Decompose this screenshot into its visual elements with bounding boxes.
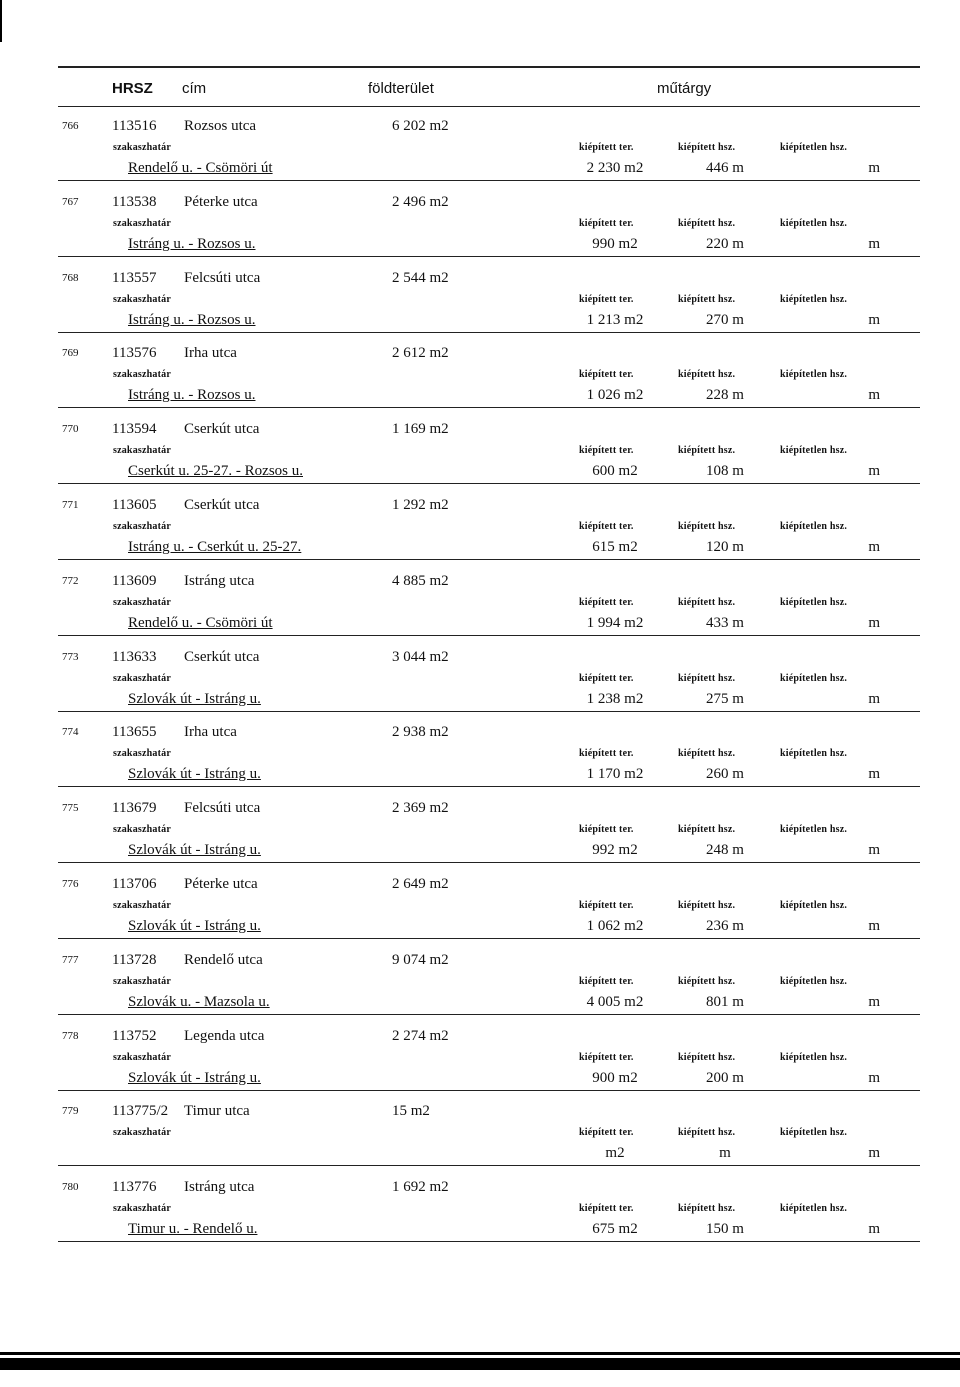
record-rule (58, 256, 920, 257)
label-kiepitetlen-hsz: kiépítetlen hsz. (780, 1127, 848, 1138)
header-object: műtárgy (657, 80, 712, 97)
record-number: 773 (62, 651, 79, 663)
label-kiepitett-ter: kiépített ter. (579, 1127, 634, 1138)
record-built-length: 120 m (706, 539, 744, 555)
record-hrsz: 113557 (112, 270, 157, 286)
record-hrsz: 113706 (112, 876, 157, 892)
record-street: Cserkút utca (184, 649, 260, 665)
label-kiepitetlen-hsz: kiépítetlen hsz. (780, 1052, 848, 1063)
label-szakaszhatar: szakaszhatár (113, 1052, 171, 1063)
record-built-length: 108 m (706, 463, 744, 479)
record-unbuilt: m (868, 312, 880, 328)
record-built-area: 1 062 m2 (586, 918, 644, 934)
header-top-rule (58, 66, 920, 68)
record-built-length: 801 m (706, 994, 744, 1010)
label-kiepitett-ter: kiépített ter. (579, 748, 634, 759)
record-number: 770 (62, 423, 79, 435)
label-kiepitetlen-hsz: kiépítetlen hsz. (780, 900, 848, 911)
record-number: 777 (62, 954, 79, 966)
record-row (0, 188, 960, 264)
record-rule (58, 938, 920, 939)
record-row (0, 339, 960, 415)
record-hrsz: 113679 (112, 800, 157, 816)
record-hrsz: 113633 (112, 649, 157, 665)
record-built-length: 150 m (706, 1221, 744, 1237)
record-unbuilt: m (868, 236, 880, 252)
record-built-area: 2 230 m2 (586, 160, 644, 176)
record-number: 779 (62, 1105, 79, 1117)
label-kiepitett-ter: kiépített ter. (579, 900, 634, 911)
label-kiepitett-hsz: kiépített hsz. (678, 976, 736, 987)
label-kiepitett-ter: kiépített ter. (579, 1052, 634, 1063)
header-hrsz: HRSZ (112, 80, 153, 97)
label-kiepitetlen-hsz: kiépítetlen hsz. (780, 294, 848, 305)
record-rule (58, 180, 920, 181)
record-hrsz: 113516 (112, 118, 157, 134)
record-row (0, 112, 960, 188)
record-unbuilt: m (868, 1221, 880, 1237)
record-hrsz: 113538 (112, 194, 157, 210)
record-built-length: m (719, 1145, 731, 1161)
record-rule (58, 786, 920, 787)
record-built-area: 1 238 m2 (586, 691, 644, 707)
record-area: 1 169 m2 (392, 421, 449, 437)
record-area: 1 292 m2 (392, 497, 449, 513)
label-szakaszhatar: szakaszhatár (113, 1203, 171, 1214)
record-section: Szlovák út - Istráng u. (128, 842, 261, 858)
record-row (0, 794, 960, 870)
record-built-area: m2 (605, 1145, 625, 1161)
record-area: 2 649 m2 (392, 876, 449, 892)
record-built-area: 615 m2 (592, 539, 638, 555)
record-hrsz: 113605 (112, 497, 157, 513)
record-rule (58, 1014, 920, 1015)
record-section: Szlovák út - Istráng u. (128, 918, 261, 934)
record-built-area: 900 m2 (592, 1070, 638, 1086)
record-street: Felcsúti utca (184, 270, 261, 286)
record-street: Istráng utca (184, 573, 255, 589)
label-kiepitett-ter: kiépített ter. (579, 445, 634, 456)
label-kiepitett-hsz: kiépített hsz. (678, 748, 736, 759)
record-built-length: 228 m (706, 387, 744, 403)
label-kiepitett-hsz: kiépített hsz. (678, 900, 736, 911)
record-street: Timur utca (184, 1103, 250, 1119)
label-szakaszhatar: szakaszhatár (113, 218, 171, 229)
record-section: Szlovák út - Istráng u. (128, 1070, 261, 1086)
record-street: Legenda utca (184, 1028, 265, 1044)
label-kiepitett-ter: kiépített ter. (579, 976, 634, 987)
label-szakaszhatar: szakaszhatár (113, 900, 171, 911)
label-kiepitett-ter: kiépített ter. (579, 142, 634, 153)
record-section: Szlovák u. - Mazsola u. (128, 994, 270, 1010)
record-built-length: 433 m (706, 615, 744, 631)
record-street: Rendelő utca (184, 952, 263, 968)
label-kiepitett-hsz: kiépített hsz. (678, 294, 736, 305)
label-kiepitetlen-hsz: kiépítetlen hsz. (780, 748, 848, 759)
record-row (0, 491, 960, 567)
record-area: 1 692 m2 (392, 1179, 449, 1195)
label-szakaszhatar: szakaszhatár (113, 369, 171, 380)
record-unbuilt: m (868, 387, 880, 403)
label-kiepitetlen-hsz: kiépítetlen hsz. (780, 673, 848, 684)
record-section: Istráng u. - Rozsos u. (128, 236, 256, 252)
label-szakaszhatar: szakaszhatár (113, 142, 171, 153)
record-section: Cserkút u. 25-27. - Rozsos u. (128, 463, 303, 479)
record-number: 767 (62, 196, 79, 208)
record-street: Cserkút utca (184, 497, 260, 513)
label-kiepitett-hsz: kiépített hsz. (678, 218, 736, 229)
record-street: Cserkút utca (184, 421, 260, 437)
label-kiepitett-ter: kiépített ter. (579, 597, 634, 608)
record-hrsz: 113775/2 (112, 1103, 169, 1119)
record-number: 768 (62, 272, 79, 284)
header-bottom-rule (58, 106, 920, 107)
record-unbuilt: m (868, 615, 880, 631)
record-rule (58, 635, 920, 636)
record-street: Rozsos utca (184, 118, 257, 134)
record-built-area: 1 213 m2 (586, 312, 644, 328)
label-kiepitett-ter: kiépített ter. (579, 218, 634, 229)
record-unbuilt: m (868, 691, 880, 707)
record-row (0, 415, 960, 491)
record-unbuilt: m (868, 1145, 880, 1161)
label-kiepitetlen-hsz: kiépítetlen hsz. (780, 824, 848, 835)
label-szakaszhatar: szakaszhatár (113, 597, 171, 608)
record-unbuilt: m (868, 766, 880, 782)
record-rule (58, 483, 920, 484)
record-hrsz: 113594 (112, 421, 157, 437)
record-number: 776 (62, 878, 79, 890)
record-built-area: 600 m2 (592, 463, 638, 479)
label-kiepitetlen-hsz: kiépítetlen hsz. (780, 976, 848, 987)
record-street: Péterke utca (184, 194, 258, 210)
label-szakaszhatar: szakaszhatár (113, 445, 171, 456)
scan-bottom-bar (0, 1358, 960, 1370)
label-szakaszhatar: szakaszhatár (113, 521, 171, 532)
record-unbuilt: m (868, 160, 880, 176)
record-row (0, 567, 960, 643)
record-built-area: 4 005 m2 (586, 994, 644, 1010)
record-built-length: 446 m (706, 160, 744, 176)
label-kiepitett-ter: kiépített ter. (579, 369, 634, 380)
record-section: Szlovák út - Istráng u. (128, 691, 261, 707)
record-street: Irha utca (184, 724, 237, 740)
label-kiepitett-hsz: kiépített hsz. (678, 1127, 736, 1138)
label-kiepitett-hsz: kiépített hsz. (678, 521, 736, 532)
record-rule (58, 862, 920, 863)
record-rule (58, 1165, 920, 1166)
label-szakaszhatar: szakaszhatár (113, 1127, 171, 1138)
record-area: 6 202 m2 (392, 118, 449, 134)
record-area: 15 m2 (392, 1103, 430, 1119)
record-area: 2 274 m2 (392, 1028, 449, 1044)
record-unbuilt: m (868, 918, 880, 934)
label-kiepitett-hsz: kiépített hsz. (678, 824, 736, 835)
record-section: Rendelő u. - Csömöri út (128, 615, 273, 631)
record-rule (58, 332, 920, 333)
record-number: 769 (62, 347, 79, 359)
record-built-area: 992 m2 (592, 842, 638, 858)
record-built-length: 236 m (706, 918, 744, 934)
record-section: Istráng u. - Cserkút u. 25-27. (128, 539, 302, 555)
label-kiepitett-hsz: kiépített hsz. (678, 369, 736, 380)
label-kiepitetlen-hsz: kiépítetlen hsz. (780, 445, 848, 456)
record-row (0, 1097, 960, 1173)
scan-bottom-thin-bar (0, 1352, 960, 1355)
record-street: Istráng utca (184, 1179, 255, 1195)
label-kiepitetlen-hsz: kiépítetlen hsz. (780, 1203, 848, 1214)
record-number: 771 (62, 499, 79, 511)
record-street: Péterke utca (184, 876, 258, 892)
label-szakaszhatar: szakaszhatár (113, 294, 171, 305)
record-built-area: 675 m2 (592, 1221, 638, 1237)
record-rule (58, 1241, 920, 1242)
label-kiepitett-ter: kiépített ter. (579, 521, 634, 532)
record-row (0, 643, 960, 719)
record-rule (58, 711, 920, 712)
header-area: földterület (368, 80, 434, 97)
record-rule (58, 559, 920, 560)
record-rule (58, 1090, 920, 1091)
record-area: 3 044 m2 (392, 649, 449, 665)
record-hrsz: 113776 (112, 1179, 157, 1195)
label-kiepitett-ter: kiépített ter. (579, 1203, 634, 1214)
record-built-area: 1 026 m2 (586, 387, 644, 403)
record-rule (58, 407, 920, 408)
record-hrsz: 113752 (112, 1028, 157, 1044)
record-number: 780 (62, 1181, 79, 1193)
record-built-area: 990 m2 (592, 236, 638, 252)
record-area: 2 938 m2 (392, 724, 449, 740)
record-section: Szlovák út - Istráng u. (128, 766, 261, 782)
record-area: 2 612 m2 (392, 345, 449, 361)
record-number: 772 (62, 575, 79, 587)
header-cim: cím (182, 80, 207, 97)
record-section: Istráng u. - Rozsos u. (128, 387, 256, 403)
record-section: Timur u. - Rendelő u. (128, 1221, 258, 1237)
record-row (0, 870, 960, 946)
record-hrsz: 113728 (112, 952, 157, 968)
record-unbuilt: m (868, 1070, 880, 1086)
record-street: Irha utca (184, 345, 237, 361)
record-number: 766 (62, 120, 79, 132)
record-built-length: 220 m (706, 236, 744, 252)
label-kiepitett-hsz: kiépített hsz. (678, 597, 736, 608)
record-area: 4 885 m2 (392, 573, 449, 589)
record-hrsz: 113609 (112, 573, 157, 589)
label-kiepitett-ter: kiépített ter. (579, 824, 634, 835)
label-kiepitetlen-hsz: kiépítetlen hsz. (780, 142, 848, 153)
record-unbuilt: m (868, 539, 880, 555)
record-row (0, 946, 960, 1022)
label-kiepitetlen-hsz: kiépítetlen hsz. (780, 521, 848, 532)
record-section: Istráng u. - Rozsos u. (128, 312, 256, 328)
record-row (0, 1022, 960, 1098)
record-row (0, 718, 960, 794)
record-built-length: 248 m (706, 842, 744, 858)
record-built-area: 1 170 m2 (586, 766, 644, 782)
label-kiepitett-hsz: kiépített hsz. (678, 673, 736, 684)
label-kiepitett-hsz: kiépített hsz. (678, 142, 736, 153)
label-szakaszhatar: szakaszhatár (113, 748, 171, 759)
label-szakaszhatar: szakaszhatár (113, 976, 171, 987)
label-kiepitetlen-hsz: kiépítetlen hsz. (780, 597, 848, 608)
record-hrsz: 113655 (112, 724, 157, 740)
record-number: 778 (62, 1030, 79, 1042)
record-section: Rendelő u. - Csömöri út (128, 160, 273, 176)
record-row (0, 264, 960, 340)
label-kiepitetlen-hsz: kiépítetlen hsz. (780, 369, 848, 380)
label-kiepitett-hsz: kiépített hsz. (678, 1203, 736, 1214)
record-built-length: 200 m (706, 1070, 744, 1086)
record-street: Felcsúti utca (184, 800, 261, 816)
record-built-length: 260 m (706, 766, 744, 782)
record-built-length: 270 m (706, 312, 744, 328)
record-number: 775 (62, 802, 79, 814)
table-header (0, 0, 960, 110)
label-szakaszhatar: szakaszhatár (113, 824, 171, 835)
record-area: 2 544 m2 (392, 270, 449, 286)
record-hrsz: 113576 (112, 345, 157, 361)
label-kiepitett-ter: kiépített ter. (579, 294, 634, 305)
record-built-area: 1 994 m2 (586, 615, 644, 631)
label-szakaszhatar: szakaszhatár (113, 673, 171, 684)
record-unbuilt: m (868, 842, 880, 858)
label-kiepitett-ter: kiépített ter. (579, 673, 634, 684)
record-unbuilt: m (868, 463, 880, 479)
record-number: 774 (62, 726, 79, 738)
label-kiepitett-hsz: kiépített hsz. (678, 1052, 736, 1063)
record-built-length: 275 m (706, 691, 744, 707)
label-kiepitett-hsz: kiépített hsz. (678, 445, 736, 456)
record-row (0, 1173, 960, 1249)
record-unbuilt: m (868, 994, 880, 1010)
record-area: 2 496 m2 (392, 194, 449, 210)
label-kiepitetlen-hsz: kiépítetlen hsz. (780, 218, 848, 229)
record-area: 9 074 m2 (392, 952, 449, 968)
record-area: 2 369 m2 (392, 800, 449, 816)
